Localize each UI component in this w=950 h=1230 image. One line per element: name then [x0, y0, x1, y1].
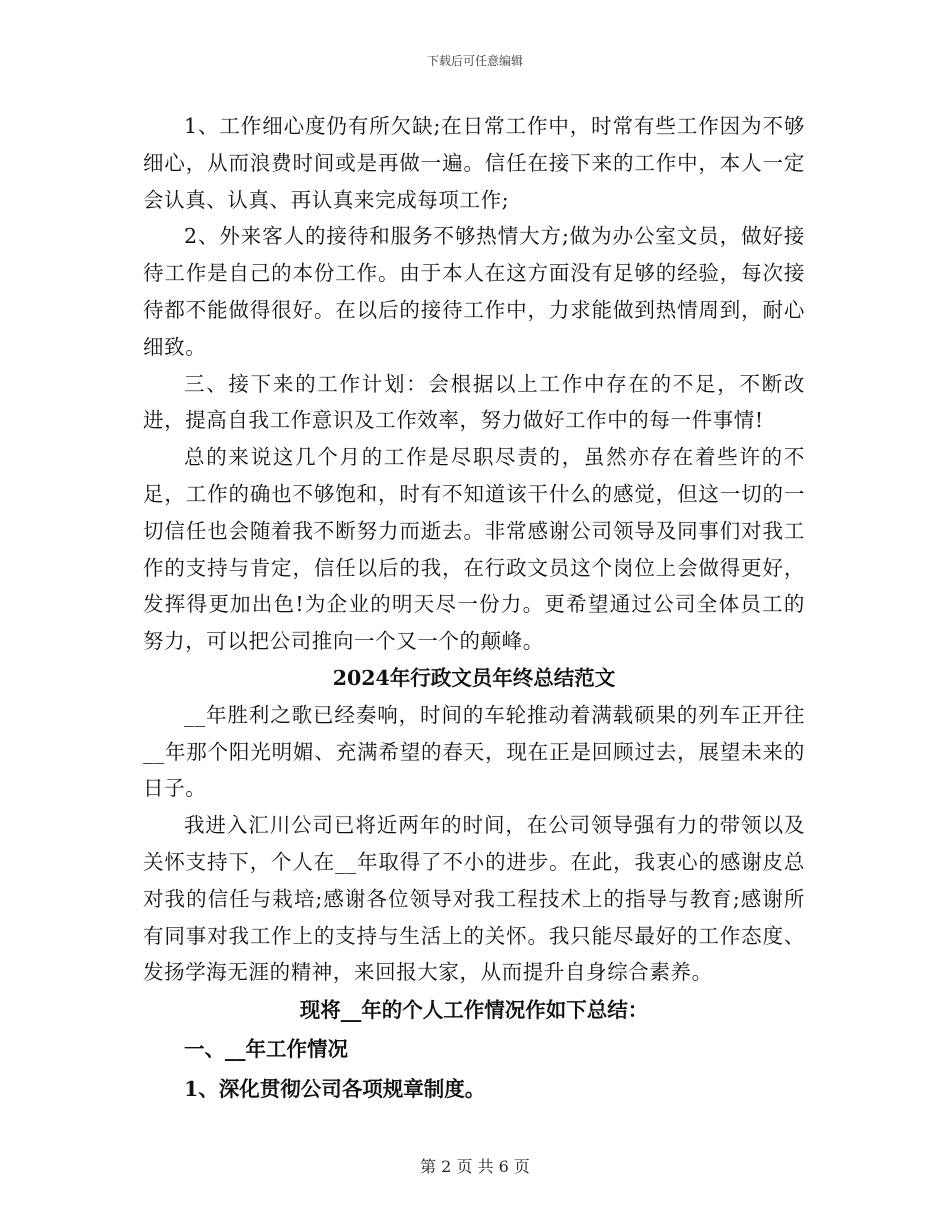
section-subtitle: 现将__年的个人工作情况作如下总结：	[299, 998, 649, 1023]
paragraph-6: 我进入汇川公司已将近两年的时间，在公司领导强有力的带领以及关怀支持下，个人在__年取得了不小的进步。在此，我衷心的感谢皮总对我的信任与栽培;感谢各位领导对我工程技术上的指导与教育;感谢所有同事对我工作上的支持与生活上的关怀。我只能尽最好的工作态度、发扬学海无涯的精神，来回报大家，从而提升自身综合素养。	[143, 813, 805, 985]
document-title: 2024年行政文员年终总结范文	[332, 665, 616, 690]
section-heading-2: 1、深化贯彻公司各项规章制度。	[184, 1077, 486, 1102]
section-heading-1: 一、__年工作情况	[184, 1037, 348, 1062]
document-body	[143, 108, 805, 1109]
page-header: 下载后可任意编辑	[426, 54, 523, 68]
page-footer: 第 2 页 共 6 页	[420, 1157, 530, 1176]
paragraph-3: 三、接下来的工作计划：会根据以上工作中存在的不足，不断改进，提高自我工作意识及工作效率，努力做好工作中的每一件事情!	[143, 371, 805, 433]
paragraph-5: __年胜利之歌已经奏响，时间的车轮推动着满载硕果的列车正开往__年那个阳光明媚、充满希望的春天，现在正是回顾过去，展望未来的日子。	[143, 702, 805, 801]
paragraph-4: 总的来说这几个月的工作是尽职尽责的，虽然亦存在着些许的不足，工作的确也不够饱和，时有不知道该干什么的感觉，但这一切的一切信任也会随着我不断努力而逝去。非常感谢公司领导及同事们对我工作的支持与肯定，信任以后的我，在行政文员这个岗位上会做得更好，发挥得更加出色!为企业的明天尽一份力。更希望通过公司全体员工的努力，可以把公司推向一个又一个的颠峰。	[143, 445, 805, 654]
paragraph-1: 1、工作细心度仍有所欠缺;在日常工作中，时常有些工作因为不够细心，从而浪费时间或是再做一遍。信任在接下来的工作中，本人一定会认真、认真、再认真来完成每项工作;	[143, 114, 805, 212]
paragraph-2: 2、外来客人的接待和服务不够热情大方;做为办公室文员，做好接待工作是自己的本份工作。由于本人在这方面没有足够的经验，每次接待都不能做得很好。在以后的接待工作中，力求能做到热情周到，耐心细致。	[143, 224, 805, 359]
